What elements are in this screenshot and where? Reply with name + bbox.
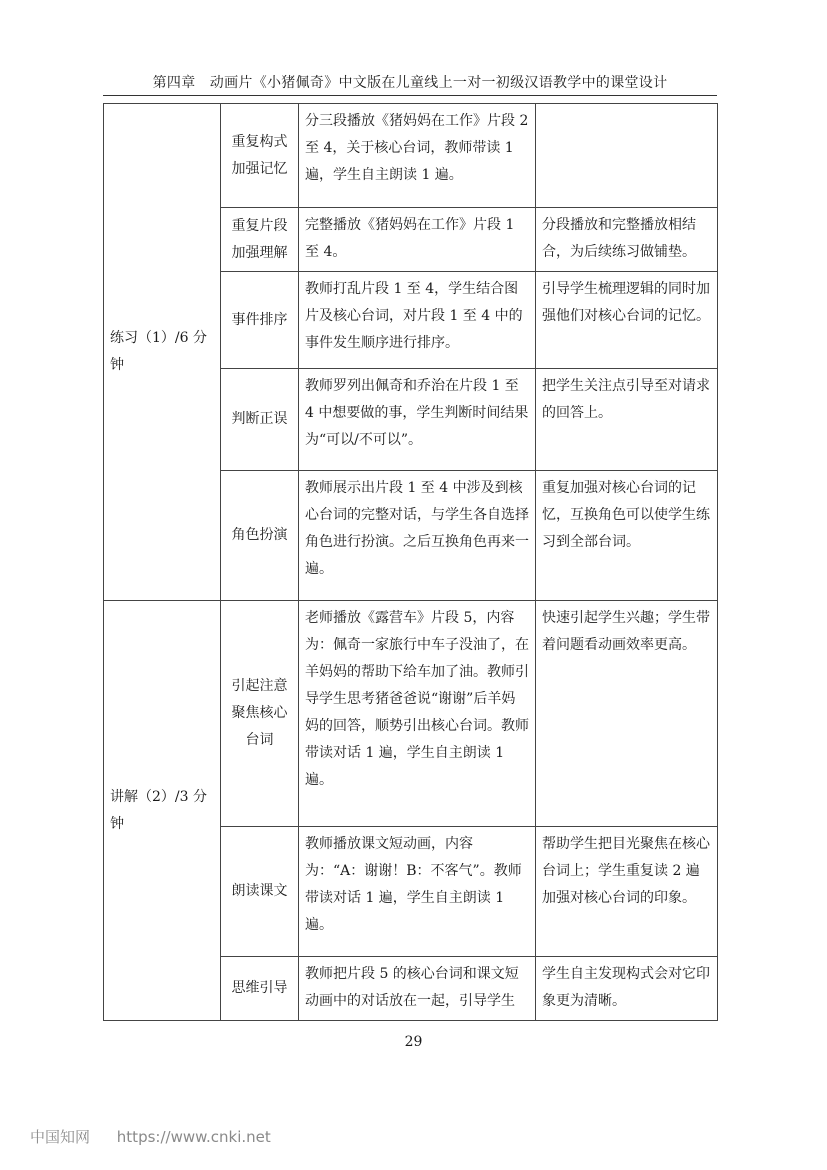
content-cell: 教师打乱片段 1 至 4，学生结合图片及核心台词，对片段 1 至 4 中的事件发生顺序进行排序。 <box>299 272 536 369</box>
purpose-cell: 引导学生梳理逻辑的同时加强他们对核心台词的记忆。 <box>536 272 718 369</box>
watermark-brand: 中国知网 <box>30 1128 91 1146</box>
activity-cell: 思维引导 <box>221 957 299 1021</box>
purpose-cell: 分段播放和完整播放相结合，为后续练习做铺垫。 <box>536 208 718 272</box>
stage-cell: 讲解（2）/3 分钟 <box>104 601 221 1021</box>
content-cell: 分三段播放《猪妈妈在工作》片段 2 至 4，关于核心台词，教师带读 1 遍，学生自主朗读 1 遍。 <box>299 104 536 208</box>
stage-cell: 练习（1）/6 分钟 <box>104 104 221 601</box>
purpose-cell: 学生自主发现构式会对它印象更为清晰。 <box>536 957 718 1021</box>
running-header: 第四章 动画片《小猪佩奇》中文版在儿童线上一对一初级汉语教学中的课堂设计 <box>152 75 668 91</box>
watermark-url[interactable]: https://www.cnki.net <box>116 1128 271 1146</box>
cnki-watermark[interactable] <box>30 1126 271 1147</box>
purpose-cell: 重复加强对核心台词的记忆，互换角色可以使学生练习到全部台词。 <box>536 471 718 601</box>
purpose-cell: 把学生关注点引导至对请求的回答上。 <box>536 369 718 471</box>
activity-cell: 判断正误 <box>221 369 299 471</box>
purpose-cell: 帮助学生把目光聚焦在核心台词上；学生重复读 2 遍加强对核心台词的印象。 <box>536 827 718 957</box>
activity-cell: 朗读课文 <box>221 827 299 957</box>
header-rule <box>103 95 717 96</box>
activity-cell: 重复构式加强记忆 <box>221 104 299 208</box>
content-cell: 教师展示出片段 1 至 4 中涉及到核心台词的完整对话，与学生各自选择角色进行扮演。之后互换角色再来一遍。 <box>299 471 536 601</box>
table-row <box>104 104 718 208</box>
content-cell: 老师播放《露营车》片段 5，内容为：佩奇一家旅行中车子没油了，在羊妈妈的帮助下给车加了油。教师引导学生思考猪爸爸说“谢谢”后羊妈妈的回答，顺势引出核心台词。教师带读对话 1 遍，学生自主朗读 1 遍。 <box>299 601 536 827</box>
table-row <box>104 601 718 827</box>
purpose-cell: 快速引起学生兴趣；学生带着问题看动画效率更高。 <box>536 601 718 827</box>
activity-cell: 引起注意聚焦核心台词 <box>221 601 299 827</box>
content-cell: 教师把片段 5 的核心台词和课文短动画中的对话放在一起，引导学生 <box>299 957 536 1021</box>
activity-cell: 重复片段加强理解 <box>221 208 299 272</box>
activity-cell: 角色扮演 <box>221 471 299 601</box>
content-cell: 教师播放课文短动画，内容为：“A：谢谢！B：不客气”。教师带读对话 1 遍，学生自主朗读 1 遍。 <box>299 827 536 957</box>
page-number: 29 <box>404 1034 423 1050</box>
content-cell: 教师罗列出佩奇和乔治在片段 1 至 4 中想要做的事，学生判断时间结果为“可以/不可以”。 <box>299 369 536 471</box>
lesson-plan-table <box>103 103 718 1021</box>
content-cell: 完整播放《猪妈妈在工作》片段 1 至 4。 <box>299 208 536 272</box>
purpose-cell <box>536 104 718 208</box>
activity-cell: 事件排序 <box>221 272 299 369</box>
